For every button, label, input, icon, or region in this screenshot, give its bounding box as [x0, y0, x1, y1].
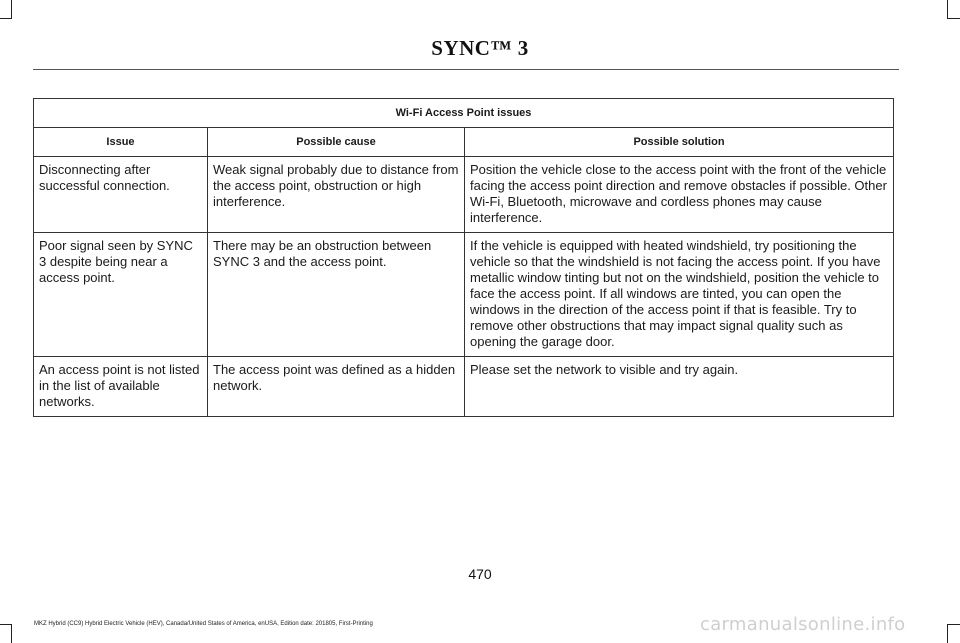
crop-mark-top-right-horizontal	[947, 18, 960, 19]
issue-cell: An access point is not listed in the list of available networks.	[34, 357, 208, 417]
footer-vehicle-info: MKZ Hybrid (CC9) Hybrid Electric Vehicle (HEV), Canada/United States of America, enUSA, Edition date: 201805, First-Printing	[34, 621, 373, 627]
table-header-row	[34, 128, 894, 157]
issue-cell: Disconnecting after successful connection.	[34, 157, 208, 233]
cause-cell: The access point was defined as a hidden network.	[208, 357, 465, 417]
crop-mark-top-left-vertical	[11, 0, 12, 18]
page-number: 470	[468, 566, 492, 582]
crop-mark-bottom-left-horizontal	[0, 624, 12, 625]
table-caption: Wi-Fi Access Point issues	[34, 99, 894, 128]
solution-cell: If the vehicle is equipped with heated windshield, try positioning the vehicle so that the windshield is not facing the access point. If you have metallic window tinting but not on the windshield, position the vehicle to face the access point. If all windows are tinted, you can open the windows in the direction of the access point if that is feasible. Try to remove other obstructions that may impact signal quality such as opening the garage door.	[465, 233, 894, 357]
solution-cell: Position the vehicle close to the access point with the front of the vehicle facing the access point direction and remove obstacles if possible. Other Wi-Fi, Bluetooth, microwave and cordless phones may cause interference.	[465, 157, 894, 233]
column-header-possible-solution: Possible solution	[465, 128, 894, 157]
watermark: carmanualsonline.info	[700, 614, 906, 635]
crop-mark-bottom-right-vertical	[947, 625, 948, 643]
crop-mark-bottom-right-horizontal	[947, 624, 960, 625]
header-divider	[33, 69, 899, 70]
page-title: SYNC™ 3	[431, 36, 529, 60]
wifi-issues-table	[33, 98, 894, 417]
crop-mark-bottom-left-vertical	[11, 625, 12, 643]
cause-cell: Weak signal probably due to distance from the access point, obstruction or high interference.	[208, 157, 465, 233]
column-header-possible-cause: Possible cause	[208, 128, 465, 157]
table-row	[34, 157, 894, 233]
cause-cell: There may be an obstruction between SYNC 3 and the access point.	[208, 233, 465, 357]
issue-cell: Poor signal seen by SYNC 3 despite being near a access point.	[34, 233, 208, 357]
crop-mark-top-left-horizontal	[0, 18, 12, 19]
solution-cell: Please set the network to visible and try again.	[465, 357, 894, 417]
column-header-issue: Issue	[34, 128, 208, 157]
table-row	[34, 233, 894, 357]
table-row	[34, 357, 894, 417]
crop-mark-top-right-vertical	[947, 0, 948, 18]
table-caption-row	[34, 99, 894, 128]
